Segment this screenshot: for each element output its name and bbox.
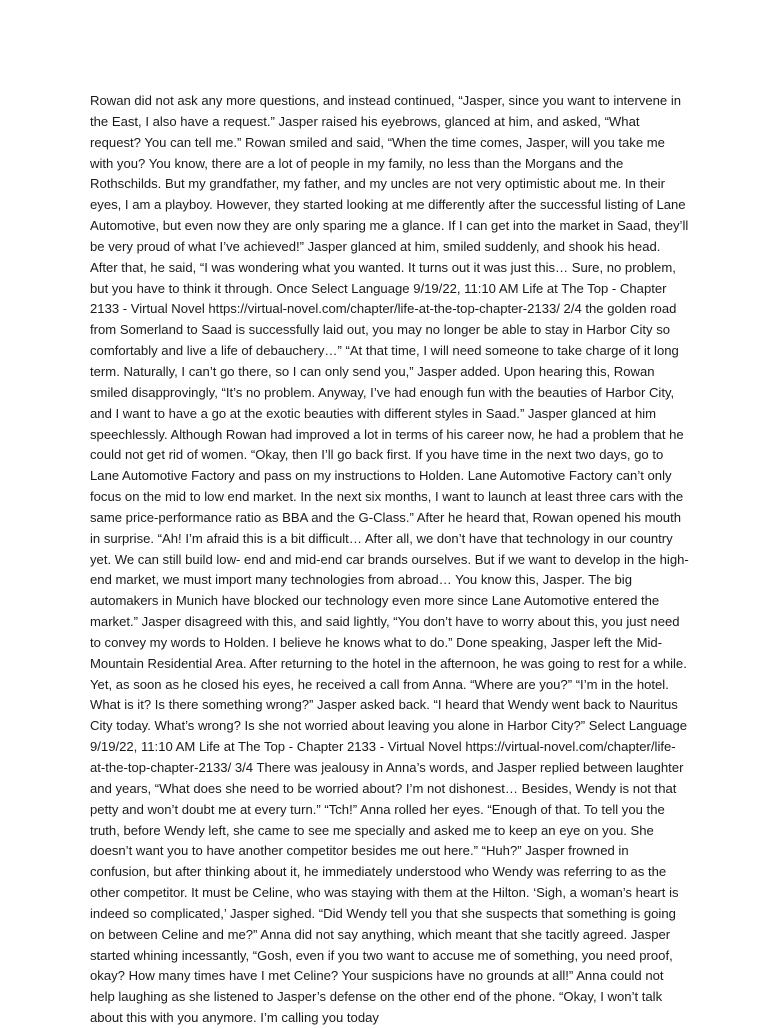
body-paragraph: Rowan did not ask any more questions, and instead continued, “Jasper, since you want to intervene in the East, I also have a request.” Jasper raised his eyebrows, glanced at him, and asked, “What request? You can tell me.” Rowan smiled and said, “When the time comes, Jasper, will you take me with you? You know, there are a lot of people in my family, no less than the Morgans and the Rothschilds. But my grandfather, my father, and my uncles are not very optimistic about me. In their eyes, I am a playboy. However, they started looking at me differently after the successful listing of Lane Automotive, but even now they are only sparing me a glance. If I can get into the market in Saad, they’ll be very proud of what I’ve achieved!” Jasper glanced at him, smiled suddenly, and shook his head. After that, he said, “I was wondering what you wanted. It turns out it was just this… Sure, no problem, but you have to think it through. Once Select Language 9/19/22, 11:10 AM Life at The Top - Chapter 2133 - Virtual Novel https://virtual-novel.com/chapter/life-at-the-top-chapter-2133/ 2/4 the golden road from Somerland to Saad is successfully laid out, you may no longer be able to stay in Harbor City so comfortably and live a life of debauchery…” “At that time, I will need someone to take charge of it long term. Naturally, I can’t go there, so I can only send you,” Jasper added. Upon hearing this, Rowan smiled disapprovingly, “It’s no problem. Anyway, I’ve had enough fun with the beauties of Harbor City, and I want to have a go at the exotic beauties with different styles in Saad.” Jasper glanced at him speechlessly. Although Rowan had improved a lot in terms of his career now, he had a problem that he could not get rid of women. “Okay, then I’ll go back first. If you have time in the next two days, go to Lane Automotive Factory and pass on my instructions to Holden. Lane Automotive Factory can’t only focus on the mid to low end market. In the next six months, I want to launch at least three cars with the same price-performance ratio as BBA and the G-Class.” After he heard that, Rowan opened his mouth in surprise. “Ah! I’m afraid this is a bit difficult… After all, we don’t have that technology in our country yet. We can still build low- end and mid-end car brands ourselves. But if we want to develop in the high-end market, we must import many technologies from abroad… You know this, Jasper. The big automakers in Munich have blocked our technology even more since Lane Automotive entered the market.” Jasper disagreed with this, and said lightly, “You don’t have to worry about this, you just need to convey my words to Holden. I believe he knows what to do.” Done speaking, Jasper left the Mid-Mountain Residential Area. After returning to the hotel in the afternoon, he was going to rest for a while. Yet, as soon as he closed his eyes, he received a call from Anna. “Where are you?” “I’m in the hotel. What is it? Is there something wrong?” Jasper asked back. “I heard that Wendy went back to Nauritus City today. What’s wrong? Is she not worried about leaving you alone in Harbor City?” Select Language 9/19/22, 11:10 AM Life at The Top - Chapter 2133 - Virtual Novel https://virtual-novel.com/chapter/life-at-the-top-chapter-2133/ 3/4 There was jealousy in Anna’s words, and Jasper replied between laughter and years, “What does she need to be worried about? I’m not dishonest… Besides, Wendy is not that petty and won’t doubt me at every turn.” “Tch!” Anna rolled her eyes. “Enough of that. To tell you the truth, before Wendy left, she came to see me specially and asked me to keep an eye on you. She doesn’t want you to have another competitor besides me out here.” “Huh?” Jasper frowned in confusion, but after thinking about it, he immediately understood who Wendy was referring to as the other competitor. It must be Celine, who was staying with them at the Hilton. ‘Sigh, a woman’s heart is indeed so complicated,’ Jasper sighed. “Did Wendy tell you that she suspects that something is going on between Celine and me?” Anna did not say anything, which meant that she tacitly agreed. Jasper started whining incessantly, “Gosh, even if you two want to accuse me of something, you need proof, okay? How many times have I met Celine? Your suspicions have no grounds at all!” Anna could not help laughing as she listened to Jasper’s defense on the other end of the phone. “Okay, I won’t talk about this with you anymore. I’m calling you today — [90, 93, 689, 1026]
